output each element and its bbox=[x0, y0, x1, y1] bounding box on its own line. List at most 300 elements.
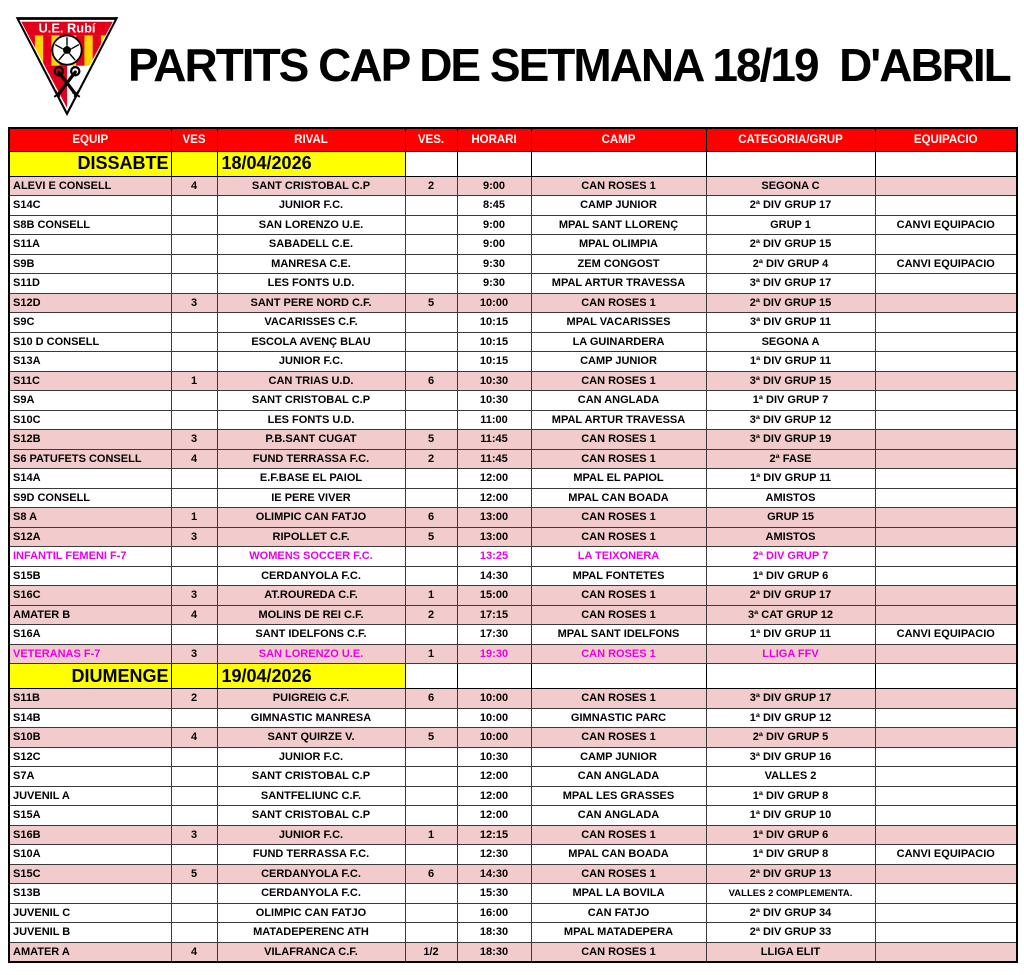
cell-equipacio bbox=[875, 391, 1017, 411]
cell-rival: MOLINS DE REI C.F. bbox=[217, 605, 405, 625]
schedule-table-body bbox=[9, 151, 1017, 962]
cell-camp: MPAL CAN BOADA bbox=[531, 488, 706, 508]
cell-camp: CAN ROSES 1 bbox=[531, 527, 706, 547]
cell-categoria: 1ª DIV GRUP 6 bbox=[706, 566, 875, 586]
match-row bbox=[9, 235, 1017, 255]
cell-equip: S6 PATUFETS CONSELL bbox=[9, 449, 171, 469]
cell-ves2: 2 bbox=[405, 176, 457, 196]
cell-equipacio bbox=[875, 605, 1017, 625]
cell-ves bbox=[171, 767, 217, 787]
cell-ves2 bbox=[405, 469, 457, 489]
cell-ves2: 6 bbox=[405, 371, 457, 391]
match-row bbox=[9, 254, 1017, 274]
cell-categoria: GRUP 1 bbox=[706, 215, 875, 235]
day-empty-cell bbox=[531, 664, 706, 689]
cell-camp: CAN ROSES 1 bbox=[531, 644, 706, 664]
cell-horari: 9:00 bbox=[457, 176, 531, 196]
cell-ves2 bbox=[405, 747, 457, 767]
cell-ves: 3 bbox=[171, 430, 217, 450]
cell-rival: VACARISSES C.F. bbox=[217, 313, 405, 333]
cell-equip: S13A bbox=[9, 352, 171, 372]
cell-camp: CAN ROSES 1 bbox=[531, 689, 706, 709]
cell-ves2: 1/2 bbox=[405, 942, 457, 962]
cell-equip: S11A bbox=[9, 235, 171, 255]
cell-ves2 bbox=[405, 274, 457, 294]
cell-ves bbox=[171, 391, 217, 411]
cell-ves2 bbox=[405, 547, 457, 567]
cell-equipacio bbox=[875, 864, 1017, 884]
cell-horari: 10:15 bbox=[457, 332, 531, 352]
cell-camp: CAN ROSES 1 bbox=[531, 449, 706, 469]
cell-ves bbox=[171, 215, 217, 235]
cell-horari: 10:30 bbox=[457, 371, 531, 391]
cell-equip: S9A bbox=[9, 391, 171, 411]
cell-equipacio bbox=[875, 293, 1017, 313]
match-row bbox=[9, 274, 1017, 294]
cell-rival: AT.ROUREDA C.F. bbox=[217, 586, 405, 606]
cell-equip: S9B bbox=[9, 254, 171, 274]
cell-equipacio bbox=[875, 566, 1017, 586]
cell-categoria: AMISTOS bbox=[706, 488, 875, 508]
cell-ves bbox=[171, 488, 217, 508]
cell-equip: S15B bbox=[9, 566, 171, 586]
match-row bbox=[9, 747, 1017, 767]
cell-ves2 bbox=[405, 488, 457, 508]
cell-ves: 2 bbox=[171, 689, 217, 709]
cell-ves bbox=[171, 274, 217, 294]
cell-equip: S8 A bbox=[9, 508, 171, 528]
cell-categoria: SEGONA A bbox=[706, 332, 875, 352]
cell-categoria: AMISTOS bbox=[706, 527, 875, 547]
cell-camp: ZEM CONGOST bbox=[531, 254, 706, 274]
cell-ves: 3 bbox=[171, 527, 217, 547]
match-row bbox=[9, 196, 1017, 216]
cell-categoria: 1ª DIV GRUP 10 bbox=[706, 806, 875, 826]
cell-equip: S7A bbox=[9, 767, 171, 787]
cell-rival: SANT IDELFONS C.F. bbox=[217, 625, 405, 645]
cell-camp: GIMNASTIC PARC bbox=[531, 708, 706, 728]
day-label: DISSABTE bbox=[9, 151, 171, 176]
cell-categoria: 2ª DIV GRUP 34 bbox=[706, 903, 875, 923]
match-row bbox=[9, 767, 1017, 787]
cell-rival: CERDANYOLA F.C. bbox=[217, 566, 405, 586]
cell-camp: CAMP JUNIOR bbox=[531, 747, 706, 767]
cell-rival: WOMENS SOCCER F.C. bbox=[217, 547, 405, 567]
cell-equipacio bbox=[875, 786, 1017, 806]
cell-rival: SANT PERE NORD C.F. bbox=[217, 293, 405, 313]
match-row bbox=[9, 332, 1017, 352]
cell-categoria: 3ª DIV GRUP 17 bbox=[706, 274, 875, 294]
cell-equipacio bbox=[875, 332, 1017, 352]
match-row bbox=[9, 689, 1017, 709]
cell-ves bbox=[171, 845, 217, 865]
cell-ves bbox=[171, 547, 217, 567]
cell-equip: S16A bbox=[9, 625, 171, 645]
cell-categoria: SEGONA C bbox=[706, 176, 875, 196]
cell-rival: CAN TRIAS U.D. bbox=[217, 371, 405, 391]
cell-equipacio bbox=[875, 235, 1017, 255]
match-row bbox=[9, 708, 1017, 728]
cell-ves2 bbox=[405, 313, 457, 333]
cell-rival: VILAFRANCA C.F. bbox=[217, 942, 405, 962]
cell-ves bbox=[171, 313, 217, 333]
day-empty-cell bbox=[875, 151, 1017, 176]
cell-ves2: 2 bbox=[405, 449, 457, 469]
cell-equipacio: CANVI EQUIPACIO bbox=[875, 845, 1017, 865]
football-icon bbox=[52, 35, 81, 64]
match-row bbox=[9, 547, 1017, 567]
cell-ves2: 6 bbox=[405, 508, 457, 528]
cell-equip: S15A bbox=[9, 806, 171, 826]
cell-categoria: GRUP 15 bbox=[706, 508, 875, 528]
cell-categoria: 1ª DIV GRUP 11 bbox=[706, 352, 875, 372]
cell-horari: 11:00 bbox=[457, 410, 531, 430]
match-row bbox=[9, 845, 1017, 865]
cell-ves2 bbox=[405, 845, 457, 865]
day-empty-cell bbox=[457, 151, 531, 176]
cell-equipacio: CANVI EQUIPACIO bbox=[875, 215, 1017, 235]
cell-equipacio bbox=[875, 430, 1017, 450]
cell-horari: 12:00 bbox=[457, 786, 531, 806]
cell-ves2 bbox=[405, 786, 457, 806]
column-header-camp: CAMP bbox=[531, 128, 706, 151]
cell-camp: CAMP JUNIOR bbox=[531, 352, 706, 372]
cell-equipacio bbox=[875, 488, 1017, 508]
cell-categoria: 2ª DIV GRUP 15 bbox=[706, 235, 875, 255]
cell-equipacio bbox=[875, 371, 1017, 391]
match-row bbox=[9, 903, 1017, 923]
cell-horari: 11:45 bbox=[457, 449, 531, 469]
cell-ves2: 1 bbox=[405, 825, 457, 845]
cell-ves bbox=[171, 806, 217, 826]
cell-horari: 10:15 bbox=[457, 313, 531, 333]
day-spacer-cell bbox=[171, 151, 217, 176]
day-empty-cell bbox=[405, 664, 457, 689]
cell-equipacio bbox=[875, 903, 1017, 923]
cell-ves2: 5 bbox=[405, 430, 457, 450]
cell-horari: 11:45 bbox=[457, 430, 531, 450]
cell-ves2: 6 bbox=[405, 689, 457, 709]
cell-equip: JUVENIL A bbox=[9, 786, 171, 806]
cell-ves bbox=[171, 747, 217, 767]
cell-categoria: 2ª DIV GRUP 13 bbox=[706, 864, 875, 884]
cell-equipacio bbox=[875, 747, 1017, 767]
cell-ves bbox=[171, 254, 217, 274]
cell-equip: S13B bbox=[9, 884, 171, 904]
column-header-categoria-grup: CATEGORIA/GRUP bbox=[706, 128, 875, 151]
cell-ves bbox=[171, 410, 217, 430]
cell-horari: 10:00 bbox=[457, 708, 531, 728]
cell-horari: 9:00 bbox=[457, 215, 531, 235]
cell-equipacio bbox=[875, 923, 1017, 943]
day-empty-cell bbox=[457, 664, 531, 689]
cell-equip: S9D CONSELL bbox=[9, 488, 171, 508]
cell-rival: SANTFELIUNC C.F. bbox=[217, 786, 405, 806]
cell-equip: S11C bbox=[9, 371, 171, 391]
cell-equip: ALEVI E CONSELL bbox=[9, 176, 171, 196]
cell-camp: MPAL ARTUR TRAVESSA bbox=[531, 274, 706, 294]
cell-camp: CAN ROSES 1 bbox=[531, 864, 706, 884]
match-row bbox=[9, 313, 1017, 333]
cell-ves bbox=[171, 469, 217, 489]
cell-categoria: 1ª DIV GRUP 8 bbox=[706, 845, 875, 865]
cell-categoria: 3ª DIV GRUP 17 bbox=[706, 689, 875, 709]
cell-equipacio bbox=[875, 728, 1017, 748]
match-row bbox=[9, 469, 1017, 489]
cell-categoria: 3ª DIV GRUP 11 bbox=[706, 313, 875, 333]
cell-equipacio bbox=[875, 410, 1017, 430]
cell-equipacio bbox=[875, 806, 1017, 826]
match-row bbox=[9, 942, 1017, 962]
cell-camp: MPAL LA BOVILA bbox=[531, 884, 706, 904]
cell-equipacio bbox=[875, 708, 1017, 728]
day-empty-cell bbox=[875, 664, 1017, 689]
cell-horari: 9:00 bbox=[457, 235, 531, 255]
cell-equip: S10C bbox=[9, 410, 171, 430]
club-badge-logo bbox=[12, 5, 122, 119]
match-row bbox=[9, 176, 1017, 196]
cell-equip: INFANTIL FEMENI F-7 bbox=[9, 547, 171, 567]
cell-horari: 8:45 bbox=[457, 196, 531, 216]
cell-rival: SAN LORENZO U.E. bbox=[217, 644, 405, 664]
cell-camp: CAN ANGLADA bbox=[531, 391, 706, 411]
cell-ves2 bbox=[405, 254, 457, 274]
cell-camp: MPAL FONTETES bbox=[531, 566, 706, 586]
match-row bbox=[9, 625, 1017, 645]
cell-equipacio bbox=[875, 508, 1017, 528]
match-row bbox=[9, 786, 1017, 806]
cell-equipacio bbox=[875, 313, 1017, 333]
cell-rival: OLIMPIC CAN FATJO bbox=[217, 903, 405, 923]
cell-equipacio bbox=[875, 644, 1017, 664]
match-row bbox=[9, 825, 1017, 845]
cell-equipacio bbox=[875, 527, 1017, 547]
day-spacer-cell bbox=[171, 664, 217, 689]
cell-categoria: 1ª DIV GRUP 11 bbox=[706, 625, 875, 645]
cell-ves bbox=[171, 332, 217, 352]
cell-equip: S10A bbox=[9, 845, 171, 865]
cell-equipacio: CANVI EQUIPACIO bbox=[875, 254, 1017, 274]
match-row bbox=[9, 410, 1017, 430]
cell-horari: 18:30 bbox=[457, 923, 531, 943]
cell-rival: SABADELL C.E. bbox=[217, 235, 405, 255]
cell-rival: MANRESA C.E. bbox=[217, 254, 405, 274]
schedule-table bbox=[8, 127, 1018, 963]
cell-equipacio bbox=[875, 469, 1017, 489]
cell-rival: LES FONTS U.D. bbox=[217, 274, 405, 294]
cell-equip: S15C bbox=[9, 864, 171, 884]
cell-rival: CERDANYOLA F.C. bbox=[217, 864, 405, 884]
cell-rival: SANT CRISTOBAL C.P bbox=[217, 806, 405, 826]
cell-camp: MPAL LES GRASSES bbox=[531, 786, 706, 806]
cell-ves2 bbox=[405, 410, 457, 430]
cell-ves2: 1 bbox=[405, 586, 457, 606]
match-row bbox=[9, 586, 1017, 606]
cell-horari: 10:30 bbox=[457, 747, 531, 767]
match-row bbox=[9, 566, 1017, 586]
cell-equip: S12C bbox=[9, 747, 171, 767]
cell-ves2 bbox=[405, 352, 457, 372]
cell-equip: S14C bbox=[9, 196, 171, 216]
day-date: 18/04/2026 bbox=[217, 151, 405, 176]
match-row bbox=[9, 644, 1017, 664]
schedule-table-head-row bbox=[9, 128, 1017, 151]
cell-horari: 19:30 bbox=[457, 644, 531, 664]
match-row bbox=[9, 806, 1017, 826]
cell-equip: S11D bbox=[9, 274, 171, 294]
cell-horari: 9:30 bbox=[457, 274, 531, 294]
cell-rival: JUNIOR F.C. bbox=[217, 196, 405, 216]
cell-equip: S16B bbox=[9, 825, 171, 845]
cell-ves bbox=[171, 923, 217, 943]
cell-camp: MPAL ARTUR TRAVESSA bbox=[531, 410, 706, 430]
cell-equipacio bbox=[875, 884, 1017, 904]
day-header-row bbox=[9, 664, 1017, 689]
cell-rival: PUIGREIG C.F. bbox=[217, 689, 405, 709]
cell-categoria: 1ª DIV GRUP 11 bbox=[706, 469, 875, 489]
cell-equipacio bbox=[875, 449, 1017, 469]
cell-ves: 1 bbox=[171, 371, 217, 391]
cell-rival: GIMNASTIC MANRESA bbox=[217, 708, 405, 728]
cell-ves2 bbox=[405, 215, 457, 235]
cell-categoria: 2ª DIV GRUP 15 bbox=[706, 293, 875, 313]
column-header-horari: HORARI bbox=[457, 128, 531, 151]
cell-horari: 17:30 bbox=[457, 625, 531, 645]
match-row bbox=[9, 488, 1017, 508]
cell-equipacio bbox=[875, 586, 1017, 606]
cell-ves bbox=[171, 235, 217, 255]
cell-ves2: 5 bbox=[405, 293, 457, 313]
cell-ves: 5 bbox=[171, 864, 217, 884]
day-header-row bbox=[9, 151, 1017, 176]
cell-camp: CAN ANGLADA bbox=[531, 767, 706, 787]
cell-ves2 bbox=[405, 332, 457, 352]
day-empty-cell bbox=[706, 151, 875, 176]
cell-equip: S9C bbox=[9, 313, 171, 333]
cell-camp: CAN ROSES 1 bbox=[531, 371, 706, 391]
day-date: 19/04/2026 bbox=[217, 664, 405, 689]
cell-ves: 4 bbox=[171, 449, 217, 469]
cell-camp: CAN ROSES 1 bbox=[531, 586, 706, 606]
cell-rival: OLIMPIC CAN FATJO bbox=[217, 508, 405, 528]
cell-categoria: 2ª DIV GRUP 4 bbox=[706, 254, 875, 274]
match-row bbox=[9, 923, 1017, 943]
cell-rival: RIPOLLET C.F. bbox=[217, 527, 405, 547]
cell-ves2: 1 bbox=[405, 644, 457, 664]
cell-rival: SANT QUIRZE V. bbox=[217, 728, 405, 748]
cell-camp: MPAL SANT IDELFONS bbox=[531, 625, 706, 645]
cell-rival: E.F.BASE EL PAIOL bbox=[217, 469, 405, 489]
match-row bbox=[9, 371, 1017, 391]
cell-horari: 18:30 bbox=[457, 942, 531, 962]
cell-camp: CAN ROSES 1 bbox=[531, 825, 706, 845]
day-empty-cell bbox=[706, 664, 875, 689]
cell-horari: 9:30 bbox=[457, 254, 531, 274]
cell-equip: JUVENIL C bbox=[9, 903, 171, 923]
match-row bbox=[9, 430, 1017, 450]
cell-rival: SANT CRISTOBAL C.P bbox=[217, 391, 405, 411]
cell-camp: CAN ROSES 1 bbox=[531, 942, 706, 962]
cell-horari: 15:00 bbox=[457, 586, 531, 606]
cell-camp: MPAL OLIMPIA bbox=[531, 235, 706, 255]
match-row bbox=[9, 391, 1017, 411]
cell-rival: JUNIOR F.C. bbox=[217, 352, 405, 372]
cell-horari: 12:00 bbox=[457, 806, 531, 826]
cell-rival: SANT CRISTOBAL C.P bbox=[217, 176, 405, 196]
cell-equip: S10B bbox=[9, 728, 171, 748]
match-row bbox=[9, 352, 1017, 372]
cell-camp: CAMP JUNIOR bbox=[531, 196, 706, 216]
cell-rival: LES FONTS U.D. bbox=[217, 410, 405, 430]
cell-camp: CAN ROSES 1 bbox=[531, 176, 706, 196]
cell-rival: JUNIOR F.C. bbox=[217, 747, 405, 767]
cell-camp: MPAL SANT LLORENÇ bbox=[531, 215, 706, 235]
cell-categoria: 1ª DIV GRUP 6 bbox=[706, 825, 875, 845]
page-title: PARTITS CAP DE SETMANA 18/19 D'ABRIL bbox=[128, 39, 1010, 91]
cell-horari: 12:30 bbox=[457, 845, 531, 865]
cell-rival: MATADEPERENC ATH bbox=[217, 923, 405, 943]
cell-camp: MPAL CAN BOADA bbox=[531, 845, 706, 865]
match-row bbox=[9, 864, 1017, 884]
cell-horari: 12:00 bbox=[457, 469, 531, 489]
cell-rival: ESCOLA AVENÇ BLAU bbox=[217, 332, 405, 352]
cell-rival: FUND TERRASSA F.C. bbox=[217, 449, 405, 469]
cell-equip: VETERANAS F-7 bbox=[9, 644, 171, 664]
cell-equip: S14A bbox=[9, 469, 171, 489]
cell-ves2 bbox=[405, 391, 457, 411]
club-name-text: U.E. Rubí bbox=[38, 20, 96, 36]
cell-equipacio bbox=[875, 352, 1017, 372]
cell-equip: JUVENIL B bbox=[9, 923, 171, 943]
cell-equip: S12D bbox=[9, 293, 171, 313]
cell-equip: S10 D CONSELL bbox=[9, 332, 171, 352]
cell-ves2 bbox=[405, 806, 457, 826]
cell-categoria: LLIGA ELIT bbox=[706, 942, 875, 962]
cell-categoria: 2ª DIV GRUP 7 bbox=[706, 547, 875, 567]
cell-ves: 3 bbox=[171, 586, 217, 606]
cell-rival: SANT CRISTOBAL C.P bbox=[217, 767, 405, 787]
cell-ves2: 5 bbox=[405, 527, 457, 547]
match-row bbox=[9, 449, 1017, 469]
cell-ves2 bbox=[405, 884, 457, 904]
cell-ves: 3 bbox=[171, 293, 217, 313]
cell-ves: 4 bbox=[171, 176, 217, 196]
cell-rival: JUNIOR F.C. bbox=[217, 825, 405, 845]
match-row bbox=[9, 215, 1017, 235]
cell-equip: AMATER B bbox=[9, 605, 171, 625]
cell-categoria: 1ª DIV GRUP 12 bbox=[706, 708, 875, 728]
cell-equipacio: CANVI EQUIPACIO bbox=[875, 625, 1017, 645]
column-header-rival: RIVAL bbox=[217, 128, 405, 151]
day-empty-cell bbox=[531, 151, 706, 176]
cell-categoria: 3ª CAT GRUP 12 bbox=[706, 605, 875, 625]
cell-equipacio bbox=[875, 547, 1017, 567]
cell-horari: 14:30 bbox=[457, 864, 531, 884]
cell-rival: FUND TERRASSA F.C. bbox=[217, 845, 405, 865]
cell-categoria: 2ª FASE bbox=[706, 449, 875, 469]
cell-categoria: 3ª DIV GRUP 15 bbox=[706, 371, 875, 391]
cell-horari: 16:00 bbox=[457, 903, 531, 923]
cell-ves: 3 bbox=[171, 644, 217, 664]
cell-ves2 bbox=[405, 235, 457, 255]
cell-camp: CAN ANGLADA bbox=[531, 806, 706, 826]
cell-equip: S12A bbox=[9, 527, 171, 547]
cell-ves bbox=[171, 903, 217, 923]
cell-camp: CAN ROSES 1 bbox=[531, 605, 706, 625]
column-header-equipacio: EQUIPACIO bbox=[875, 128, 1017, 151]
cell-equipacio bbox=[875, 942, 1017, 962]
cell-horari: 15:30 bbox=[457, 884, 531, 904]
